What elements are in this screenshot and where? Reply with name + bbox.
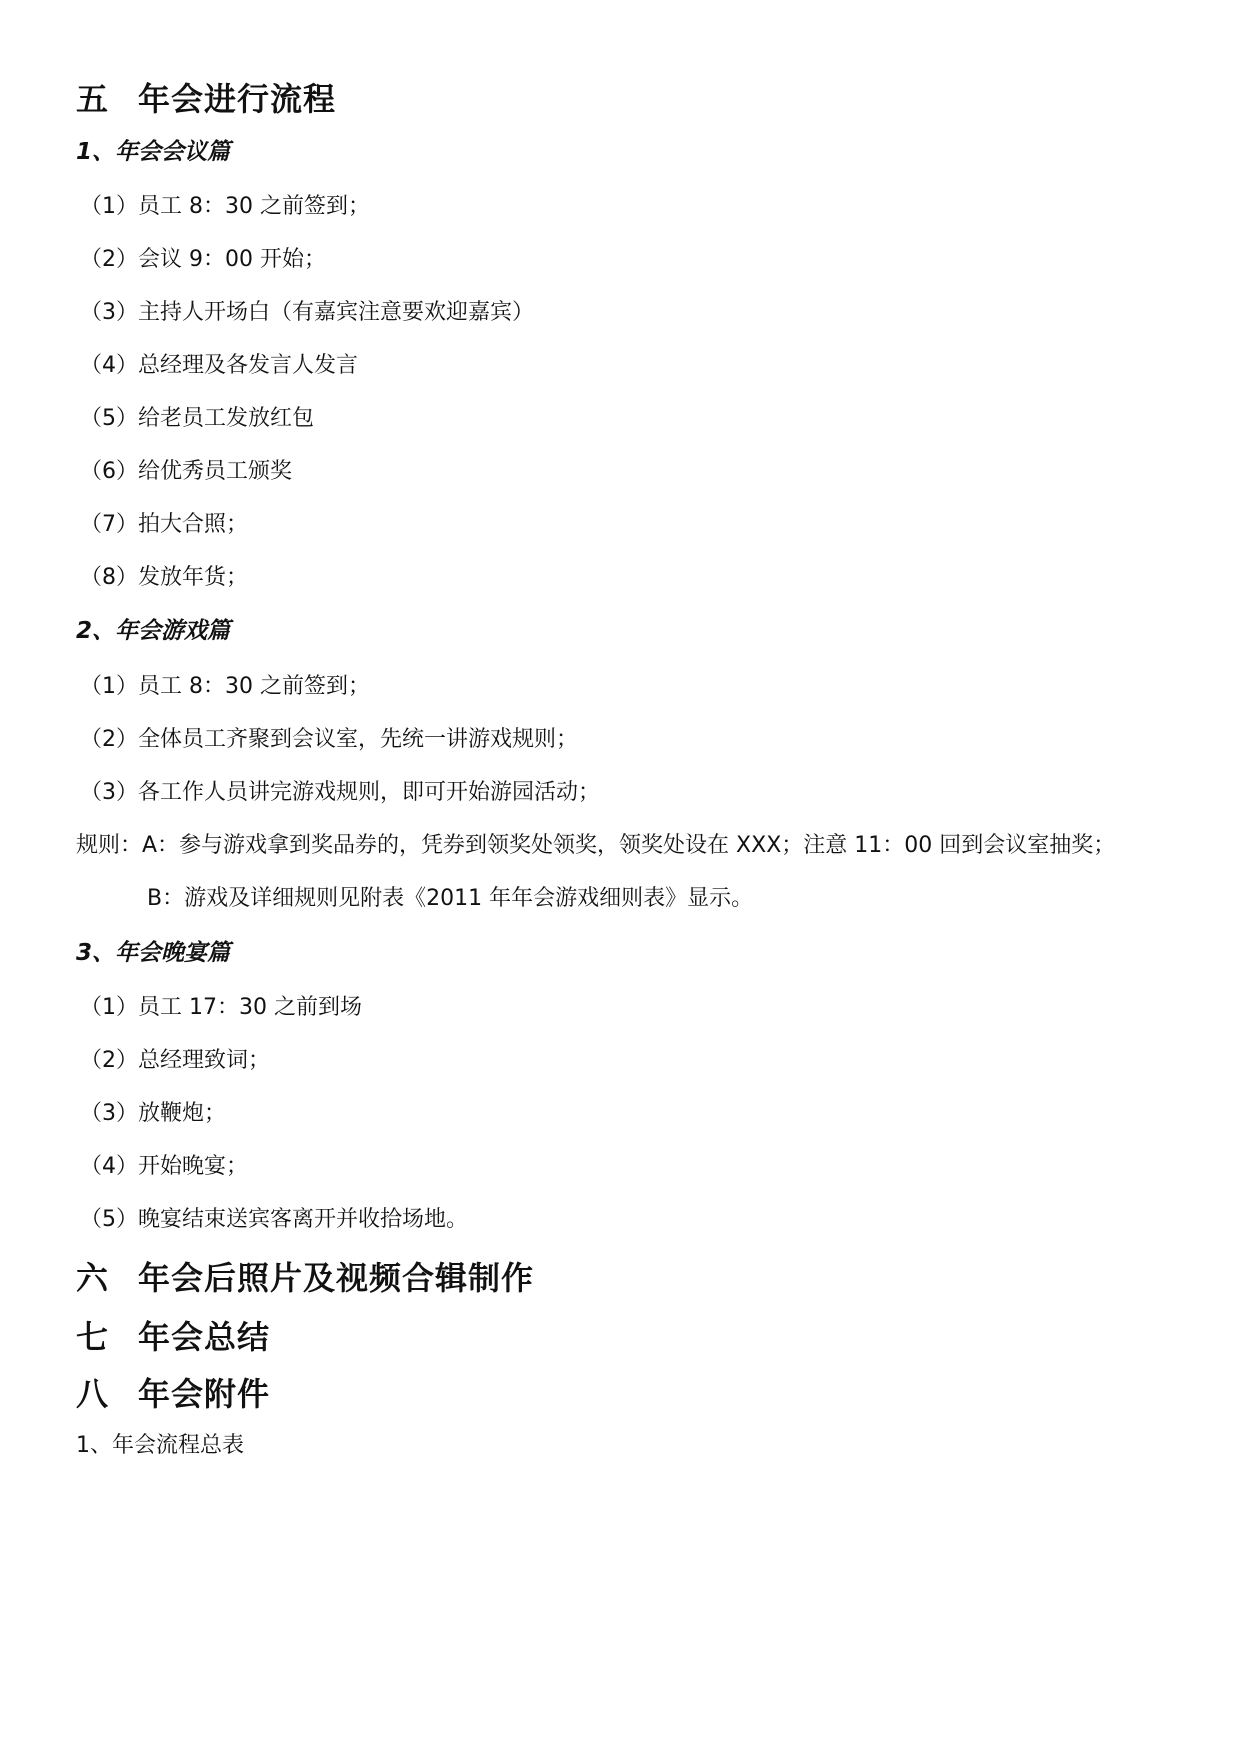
section-heading-8: [76, 1369, 270, 1415]
subsection-heading-meeting: 1、年会会议篇: [76, 139, 231, 165]
section-title: 年会附件: [138, 1375, 271, 1413]
list-item: （3）放鞭炮；: [80, 1101, 226, 1126]
section-number: 八: [76, 1375, 110, 1413]
section-title: 年会后照片及视频合辑制作: [138, 1259, 535, 1297]
list-item: （5）给老员工发放红包: [80, 406, 314, 431]
section-heading-6: [76, 1253, 534, 1299]
rule-a-text: 规则：A：参与游戏拿到奖品券的，凭券到领奖处领奖，领奖处设在 XXX；注意 11：00 回到会议室抽奖；: [76, 833, 1116, 858]
list-item: （2）总经理致词；: [80, 1048, 270, 1073]
list-item: （7）拍大合照；: [80, 512, 248, 537]
list-item: （3）主持人开场白（有嘉宾注意要欢迎嘉宾）: [80, 300, 534, 325]
list-item: （1）员工 8：30 之前签到；: [80, 194, 370, 219]
subsection-heading-banquet: 3、年会晚宴篇: [76, 940, 231, 966]
section-heading-5: [76, 74, 336, 120]
section-number: 六: [76, 1259, 110, 1297]
subsection-heading-games: 2、年会游戏篇: [76, 618, 231, 644]
list-item: （5）晚宴结束送宾客离开并收拾场地。: [80, 1207, 468, 1232]
list-item: （8）发放年货；: [80, 565, 248, 590]
section-heading-7: [76, 1312, 270, 1358]
list-item: （4）开始晚宴；: [80, 1154, 248, 1179]
section-number: 五: [76, 80, 110, 118]
section-number: 七: [76, 1318, 110, 1356]
list-item: （4）总经理及各发言人发言: [80, 353, 358, 378]
list-item: （3）各工作人员讲完游戏规则，即可开始游园活动；: [80, 780, 600, 805]
list-item: （2）会议 9：00 开始；: [80, 247, 326, 272]
list-item: （1）员工 8：30 之前签到；: [80, 674, 370, 699]
list-item: （1）员工 17：30 之前到场: [80, 995, 362, 1020]
rule-b-text: B：游戏及详细规则见附表《2011 年年会游戏细则表》显示。: [147, 886, 754, 911]
section-title: 年会进行流程: [138, 80, 337, 118]
list-item: （2）全体员工齐聚到会议室，先统一讲游戏规则；: [80, 727, 578, 752]
attachment-item: 1、年会流程总表: [76, 1433, 244, 1458]
section-title: 年会总结: [138, 1318, 271, 1356]
list-item: （6）给优秀员工颁奖: [80, 459, 292, 484]
